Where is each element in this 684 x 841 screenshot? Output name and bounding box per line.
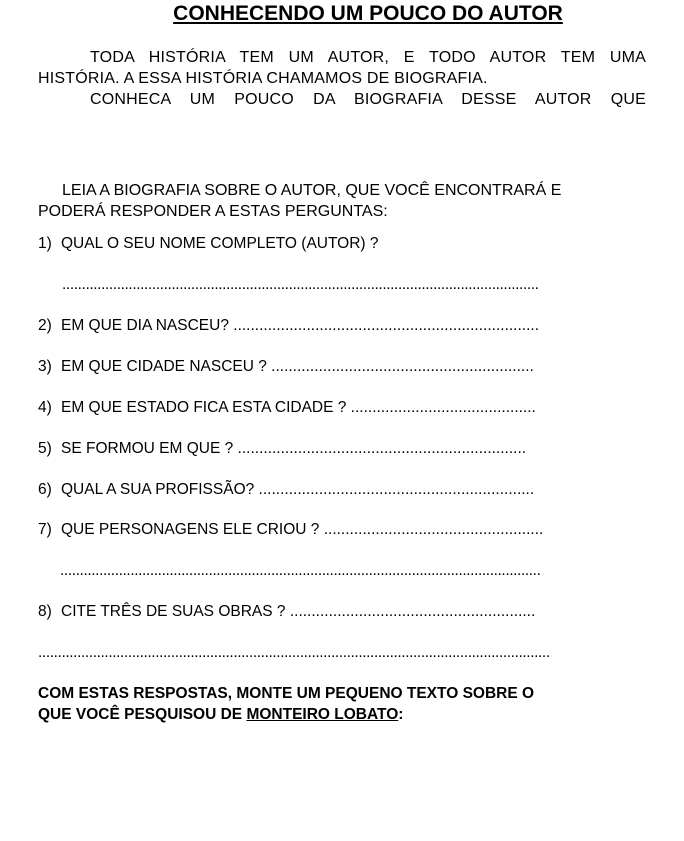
page-title: CONHECENDO UM POUCO DO AUTOR — [173, 2, 563, 25]
question-3 — [38, 358, 534, 376]
closing-line-2 — [38, 706, 403, 724]
question-text: CITE TRÊS DE SUAS OBRAS ? ......................................................... — [61, 603, 536, 620]
question-number: 2) — [38, 317, 52, 334]
closing-suffix: : — [398, 706, 404, 723]
answer-line-q8: ................................................................................................................................... — [38, 644, 550, 661]
question-number: 4) — [38, 399, 52, 416]
intro-line-1-text: TODA HISTÓRIA TEM UM AUTOR, E TODO AUTOR TEM UMA — [90, 49, 646, 66]
question-5 — [38, 440, 526, 458]
question-number: 8) — [38, 603, 52, 620]
intro-line-2: HISTÓRIA. A ESSA HISTÓRIA CHAMAMOS DE BIOGRAFIA. — [38, 70, 488, 87]
question-text: QUAL O SEU NOME COMPLETO (AUTOR) ? — [61, 235, 379, 252]
question-number: 6) — [38, 481, 52, 498]
closing-prefix: QUE VOCÊ PESQUISOU DE — [38, 706, 247, 723]
question-number: 5) — [38, 440, 52, 457]
answer-line-q1: .......................................................................................................................... — [62, 276, 539, 293]
question-number: 7) — [38, 521, 52, 538]
instructions-line-2: PODERÁ RESPONDER A ESTAS PERGUNTAS: — [38, 203, 388, 220]
instructions-line-1: LEIA A BIOGRAFIA SOBRE O AUTOR, QUE VOCÊ ENCONTRARÁ E — [62, 182, 562, 199]
question-text: SE FORMOU EM QUE ? ................................................................... — [61, 440, 527, 457]
question-text: QUAL A SUA PROFISSÃO? ................................................................ — [61, 481, 535, 498]
question-text: QUE PERSONAGENS ELE CRIOU ? ................................................... — [61, 521, 544, 538]
author-name: MONTEIRO LOBATO — [246, 706, 399, 723]
question-8 — [38, 603, 535, 621]
question-text: EM QUE DIA NASCEU? ....................................................................... — [61, 317, 540, 334]
closing-line-1: COM ESTAS RESPOSTAS, MONTE UM PEQUENO TEXTO SOBRE O — [38, 685, 535, 702]
question-text: EM QUE CIDADE NASCEU ? ............................................................. — [61, 358, 534, 375]
intro-line-1 — [38, 49, 646, 67]
question-1 — [38, 235, 379, 253]
question-number: 1) — [38, 235, 52, 252]
question-4 — [38, 399, 536, 417]
intro-line-3: CONHECA UM POUCO DA BIOGRAFIA DESSE AUTOR QUE — [90, 91, 646, 108]
question-number: 3) — [38, 358, 52, 375]
question-6 — [38, 481, 534, 499]
question-7 — [38, 521, 543, 539]
question-2 — [38, 317, 539, 335]
question-text: EM QUE ESTADO FICA ESTA CIDADE ? ........................................... — [61, 399, 536, 416]
answer-line-q7: ........................................................................................................................... — [60, 562, 541, 579]
